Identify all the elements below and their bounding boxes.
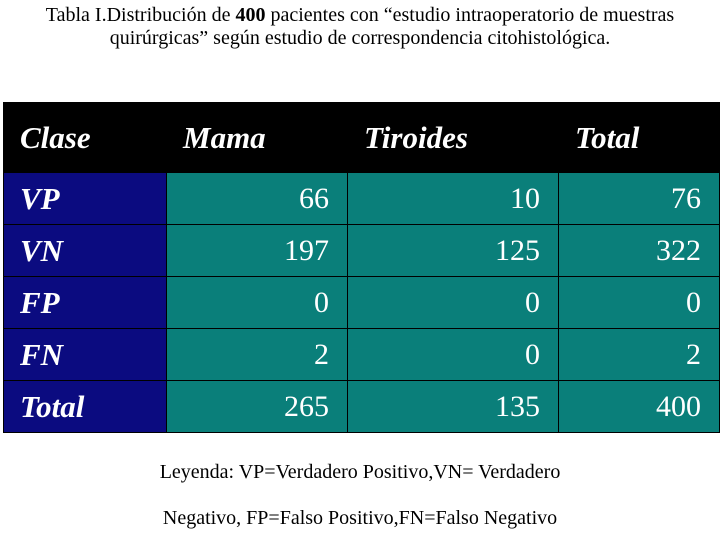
- row-label: Total: [4, 381, 167, 433]
- cell-mama: 197: [167, 225, 348, 277]
- cell-tiroides: 135: [348, 381, 559, 433]
- table-row: [4, 381, 720, 433]
- row-label: VP: [4, 173, 167, 225]
- cell-total: 76: [559, 173, 720, 225]
- cell-total: 2: [559, 329, 720, 381]
- distribution-table: [3, 102, 720, 433]
- caption-rest: pacientes con “estudio intraoperatorio de muestras quirúrgicas” según estudio de correspondencia citohistológica.: [109, 4, 675, 49]
- row-label: FP: [4, 277, 167, 329]
- cell-total: 0: [559, 277, 720, 329]
- legend-line-2: Negativo, FP=Falso Positivo,FN=Falso Negativo: [162, 507, 558, 529]
- cell-mama: 0: [167, 277, 348, 329]
- header-clase: Clase: [4, 103, 167, 173]
- table-header-row: [4, 103, 720, 173]
- table-row: [4, 173, 720, 225]
- caption-prefix: Tabla I.Distribución de: [45, 4, 236, 26]
- cell-tiroides: 0: [348, 329, 559, 381]
- table-row: [4, 225, 720, 277]
- table-row: [4, 329, 720, 381]
- table-caption: [0, 4, 720, 50]
- legend-line-1: Leyenda: VP=Verdadero Positivo,VN= Verdadero: [159, 461, 561, 483]
- table-row: [4, 277, 720, 329]
- cell-total: 322: [559, 225, 720, 277]
- cell-tiroides: 125: [348, 225, 559, 277]
- cell-mama: 66: [167, 173, 348, 225]
- header-total: Total: [559, 103, 720, 173]
- row-label: FN: [4, 329, 167, 381]
- header-mama: Mama: [167, 103, 348, 173]
- cell-total: 400: [559, 381, 720, 433]
- cell-mama: 2: [167, 329, 348, 381]
- row-label: VN: [4, 225, 167, 277]
- cell-tiroides: 10: [348, 173, 559, 225]
- caption-patient-count: 400: [235, 4, 266, 26]
- header-tiroides: Tiroides: [348, 103, 559, 173]
- cell-tiroides: 0: [348, 277, 559, 329]
- cell-mama: 265: [167, 381, 348, 433]
